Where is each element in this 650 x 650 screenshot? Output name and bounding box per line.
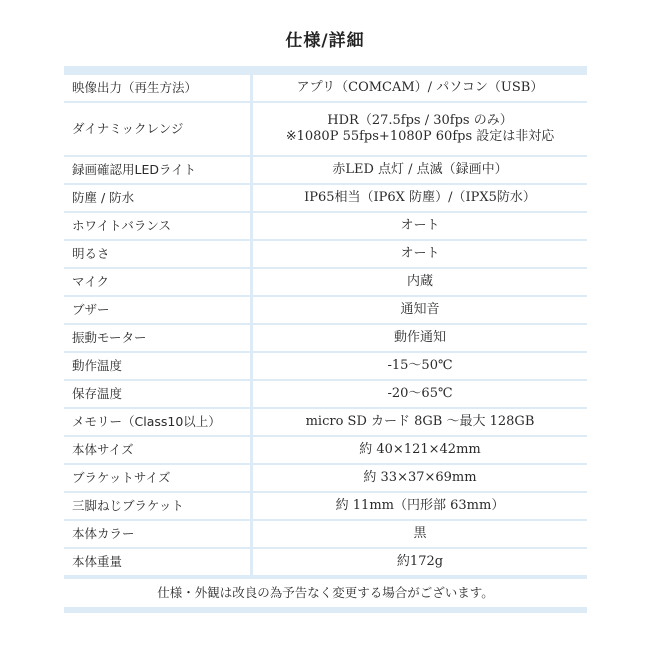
spec-value: 通知音 <box>253 297 587 323</box>
spec-row <box>64 381 587 407</box>
spec-row <box>64 409 587 435</box>
page-title: 仕様/詳細 <box>285 31 365 51</box>
spec-row <box>64 103 587 155</box>
spec-row <box>64 465 587 491</box>
spec-row <box>64 521 587 547</box>
disclaimer-note: 仕様・外観は改良の為予告なく変更する場合がございます。 <box>64 577 587 613</box>
spec-value: 約 40×121×42mm <box>253 437 587 463</box>
spec-row <box>64 325 587 351</box>
spec-value: micro SD カード 8GB 〜最大 128GB <box>253 409 587 435</box>
spec-value: 黒 <box>253 521 587 547</box>
spec-value: 内蔵 <box>253 269 587 295</box>
spec-row <box>64 353 587 379</box>
spec-row <box>64 493 587 519</box>
spec-value-line: HDR（27.5fps / 30fps のみ） <box>327 113 513 128</box>
spec-value: 約 11mm（円形部 63mm） <box>253 493 587 519</box>
spec-row <box>64 75 587 101</box>
spec-value-note: ※1080P 55fps+1080P 60fps 設定は非対応 <box>285 129 555 144</box>
spec-label: 三脚ねじブラケット <box>64 493 253 519</box>
spec-label: 動作温度 <box>64 353 253 379</box>
spec-row <box>64 213 587 239</box>
spec-label: 保存温度 <box>64 381 253 407</box>
spec-row <box>64 185 587 211</box>
spec-row <box>64 297 587 323</box>
spec-label: 本体サイズ <box>64 437 253 463</box>
spec-rows <box>64 73 587 577</box>
spec-label: ホワイトバランス <box>64 213 253 239</box>
spec-value: 約172g <box>253 549 587 575</box>
spec-value: オート <box>253 241 587 267</box>
spec-label: 防塵 / 防水 <box>64 185 253 211</box>
spec-label: ブラケットサイズ <box>64 465 253 491</box>
spec-row <box>64 437 587 463</box>
spec-value <box>253 103 587 155</box>
spec-value: 約 33×37×69mm <box>253 465 587 491</box>
spec-label: 録画確認用LEDライト <box>64 157 253 183</box>
spec-label: マイク <box>64 269 253 295</box>
spec-label: 本体重量 <box>64 549 253 575</box>
spec-label: ブザー <box>64 297 253 323</box>
spec-label: 振動モーター <box>64 325 253 351</box>
spec-value: アプリ（COMCAM）/ パソコン（USB） <box>253 75 587 101</box>
spec-label: 映像出力（再生方法） <box>64 75 253 101</box>
spec-value: IP65相当（IP6X 防塵）/（IPX5防水） <box>253 185 587 211</box>
spec-value: 赤LED 点灯 / 点滅（録画中） <box>253 157 587 183</box>
spec-label: 本体カラー <box>64 521 253 547</box>
spec-value: オート <box>253 213 587 239</box>
spec-label: ダイナミックレンジ <box>64 103 253 155</box>
spec-row <box>64 549 587 575</box>
spec-table <box>64 66 587 613</box>
spec-row <box>64 157 587 183</box>
spec-value: 動作通知 <box>253 325 587 351</box>
spec-label: メモリー（Class10以上） <box>64 409 253 435</box>
spec-value: -20〜65℃ <box>253 381 587 407</box>
spec-row <box>64 241 587 267</box>
spec-row <box>64 269 587 295</box>
spec-value: -15〜50℃ <box>253 353 587 379</box>
spec-label: 明るさ <box>64 241 253 267</box>
